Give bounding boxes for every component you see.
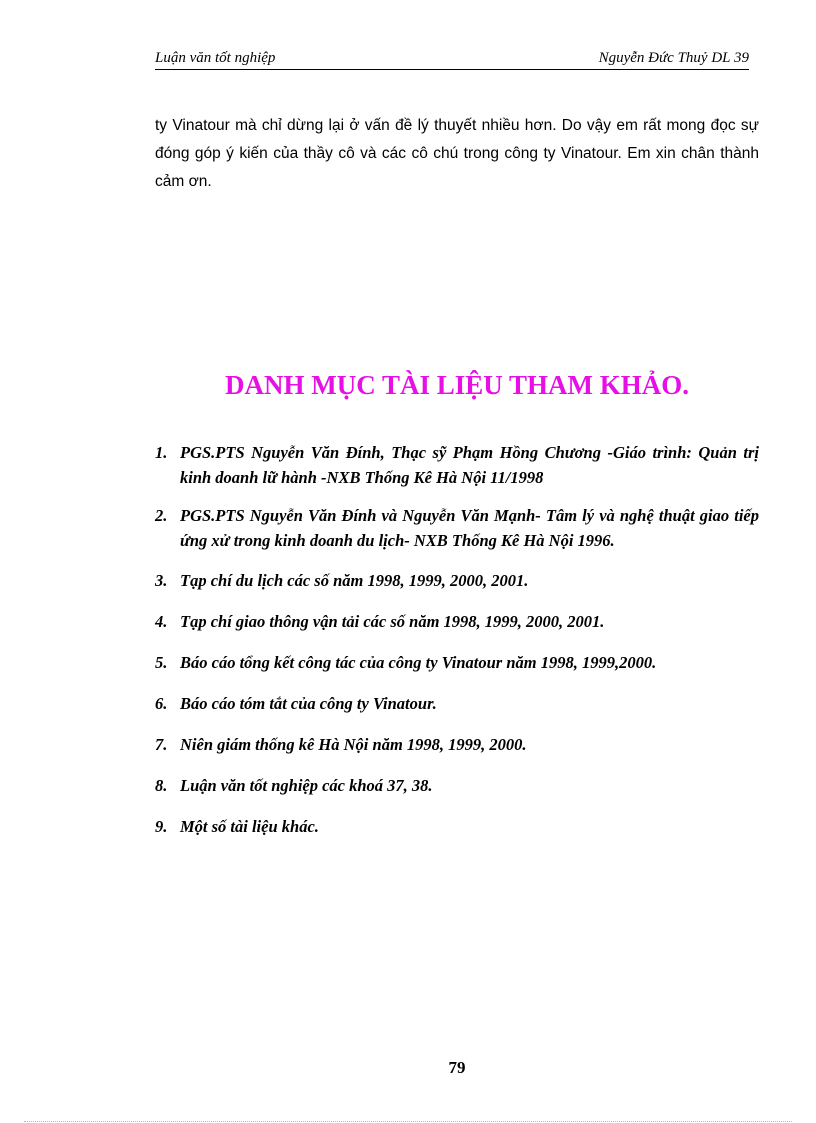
page-number: 79 xyxy=(448,1058,466,1077)
reference-item xyxy=(155,503,759,553)
reference-item xyxy=(155,814,759,839)
reference-list xyxy=(155,440,759,839)
reference-item xyxy=(155,773,759,798)
reference-text: Báo cáo tóm tắt của công ty Vinatour. xyxy=(180,694,437,713)
reference-text: Niên giám thống kê Hà Nội năm 1998, 1999, 2000. xyxy=(180,735,527,754)
reference-number: 4. xyxy=(155,612,168,631)
header-left-text: Luận văn tốt nghiệp xyxy=(155,50,276,66)
reference-item xyxy=(155,609,759,634)
reference-number: 1. xyxy=(155,443,168,462)
reference-text: PGS.PTS Nguyễn Văn Đính và Nguyễn Văn Mạnh- Tâm lý và nghệ thuật giao tiếp ứng xử trong kinh doanh du lịch- NXB Thống Kê Hà Nội 1996. xyxy=(180,506,759,550)
reference-item xyxy=(155,568,759,593)
reference-number: 7. xyxy=(155,735,168,754)
reference-text: Tạp chí du lịch các số năm 1998, 1999, 2000, 2001. xyxy=(180,571,529,590)
reference-number: 2. xyxy=(155,506,168,525)
reference-number: 8. xyxy=(155,776,168,795)
page-bottom-divider xyxy=(24,1121,792,1122)
intro-paragraph: ty Vinatour mà chỉ dừng lại ở vấn đề lý thuyết nhiều hơn. Do vậy em rất mong đọc sự đóng góp ý kiến của thầy cô và các cô chú trong công ty Vinatour. Em xin chân thành cảm ơn. xyxy=(155,117,759,190)
reference-text: Báo cáo tổng kết công tác của công ty Vinatour năm 1998, 1999,2000. xyxy=(180,653,657,672)
reference-item xyxy=(155,732,759,757)
reference-text: Một số tài liệu khác. xyxy=(180,817,319,836)
reference-text: PGS.PTS Nguyễn Văn Đính, Thạc sỹ Phạm Hồng Chương -Giáo trình: Quản trị kinh doanh lữ hành -NXB Thống Kê Hà Nội 11/1998 xyxy=(180,443,759,487)
reference-number: 3. xyxy=(155,571,168,590)
reference-number: 6. xyxy=(155,694,168,713)
reference-item xyxy=(155,650,759,675)
header-right-text: Nguyễn Đức Thuỷ DL 39 xyxy=(598,50,749,66)
reference-item xyxy=(155,440,759,490)
reference-item xyxy=(155,691,759,716)
reference-number: 5. xyxy=(155,653,168,672)
reference-number: 9. xyxy=(155,817,168,836)
running-header xyxy=(155,47,749,70)
section-title: DANH MỤC TÀI LIỆU THAM KHẢO. xyxy=(224,370,690,400)
reference-text: Luận văn tốt nghiệp các khoá 37, 38. xyxy=(180,776,433,795)
reference-text: Tạp chí giao thông vận tải các số năm 1998, 1999, 2000, 2001. xyxy=(180,612,605,631)
